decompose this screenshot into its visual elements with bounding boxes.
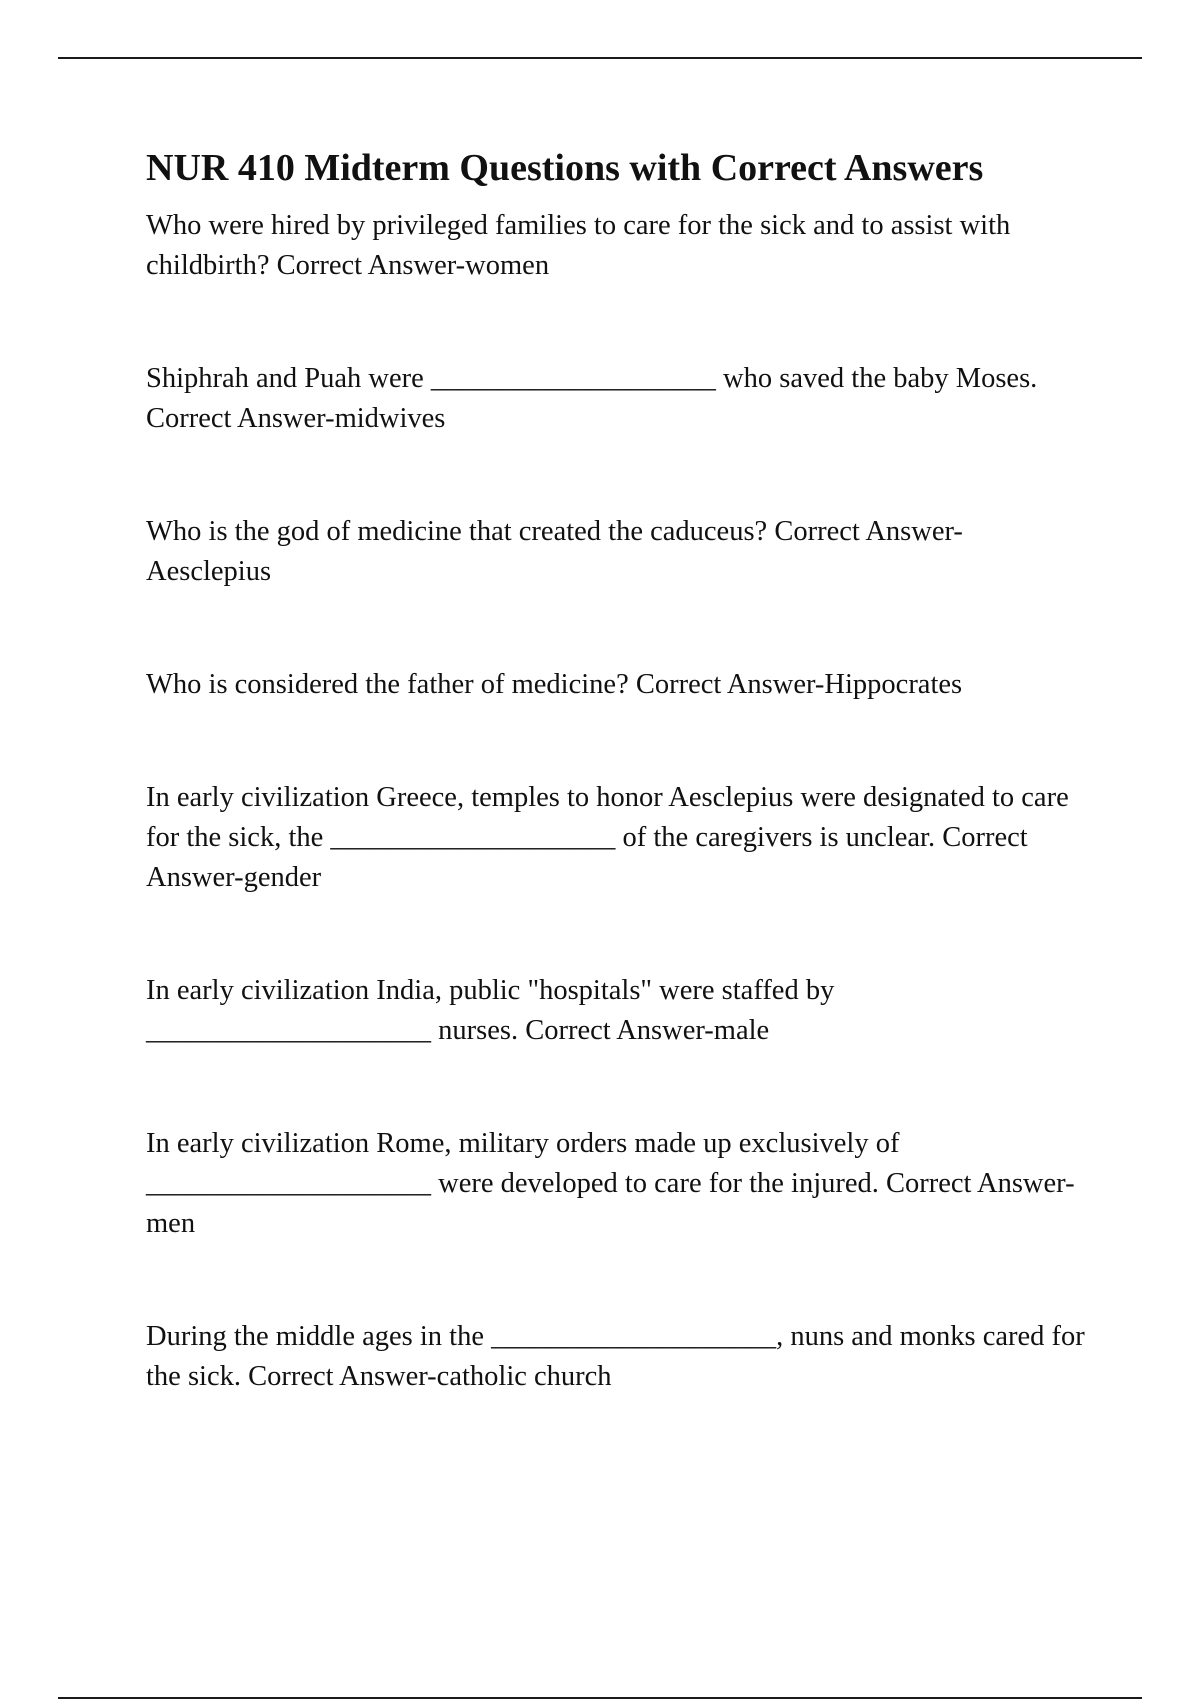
question-answer-item: Who is considered the father of medicine? Correct Answer-Hippocrates — [146, 669, 963, 700]
document-title: NUR 410 Midterm Questions with Correct Answers — [146, 147, 984, 189]
question-answer-item: Shiphrah and Puah were ____________________ who saved the baby Moses. Correct Answer-midwives — [146, 363, 1038, 434]
top-divider — [58, 57, 1142, 59]
question-answer-item: In early civilization India, public "hospitals" were staffed by ____________________ nurses. Correct Answer-male — [146, 975, 835, 1046]
document-body — [146, 140, 1086, 1397]
question-answer-item: In early civilization Rome, military orders made up exclusively of ____________________ were developed to care for the injured. Correct Answer-men — [146, 1128, 1075, 1239]
question-answer-item: Who is the god of medicine that created the caduceus? Correct Answer-Aesclepius — [146, 516, 963, 587]
question-answer-item: In early civilization Greece, temples to honor Aesclepius were designated to care for the sick, the ____________________ of the caregivers is unclear. Correct Answer-gender — [146, 782, 1069, 893]
question-answer-item: Who were hired by privileged families to care for the sick and to assist with childbirth? Correct Answer-women — [146, 210, 1011, 281]
question-answer-item: During the middle ages in the ____________________, nuns and monks cared for the sick. Correct Answer-catholic church — [146, 1321, 1085, 1392]
bottom-divider — [58, 1697, 1142, 1699]
